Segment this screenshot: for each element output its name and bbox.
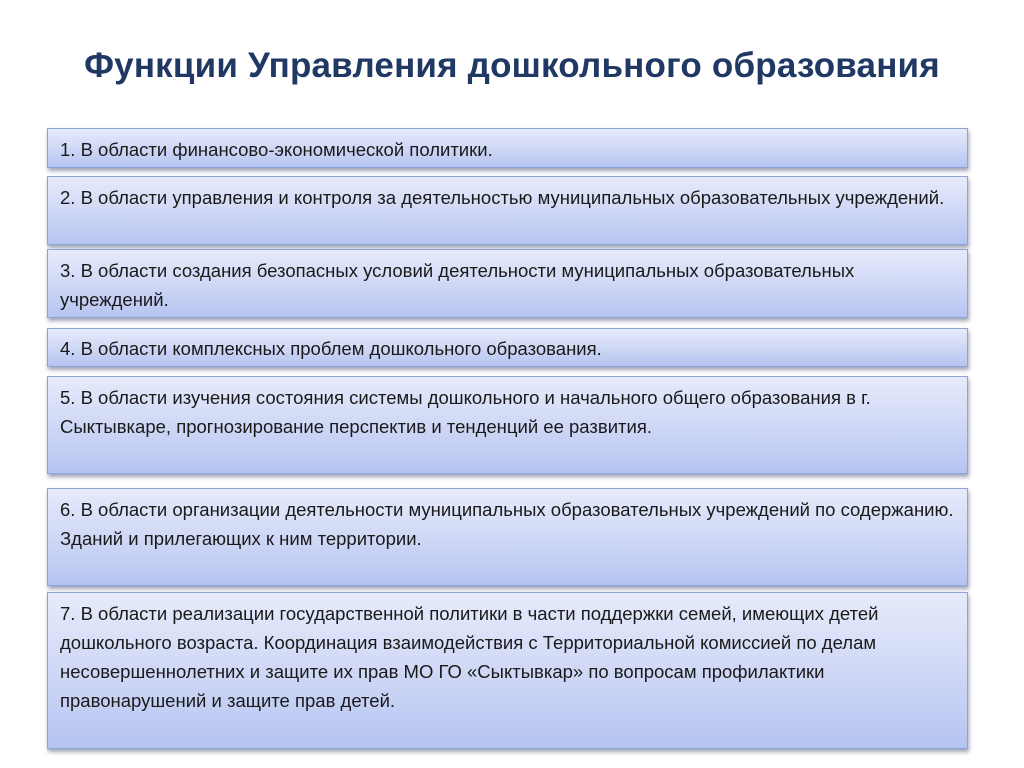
function-item-7 [47,592,968,749]
function-item-5 [47,376,968,474]
function-item-text: 3. В области создания безопасных условий деятельности муниципальных образовательных учреждений. [60,260,855,310]
function-item-text: 5. В области изучения состояния системы дошкольного и начального общего образования в г. Сыктывкаре, прогнозирование перспектив и тенденций ее развития. [60,387,871,437]
function-item-1 [47,128,968,168]
function-item-2 [47,176,968,245]
function-item-3 [47,249,968,318]
function-item-6 [47,488,968,586]
function-item-4 [47,328,968,367]
slide-title: Функции Управления дошкольного образования [84,46,940,85]
function-item-text: 1. В области финансово-экономической политики. [60,139,493,160]
function-item-text: 2. В области управления и контроля за деятельностью муниципальных образовательных учреждений. [60,187,945,208]
function-item-text: 6. В области организации деятельности муниципальных образовательных учреждений по содержанию. Зданий и прилегающих к ним территории. [60,499,954,549]
function-item-text: 4. В области комплексных проблем дошкольного образования. [60,338,602,359]
function-item-text: 7. В области реализации государственной политики в части поддержки семей, имеющих детей дошкольного возраста. Координация взаимодействия с Территориальной комиссией по делам несовершеннолетних и защите их прав МО ГО «Сыктывкар» по вопросам профилактики правонарушений и защите прав детей. [60,603,879,711]
